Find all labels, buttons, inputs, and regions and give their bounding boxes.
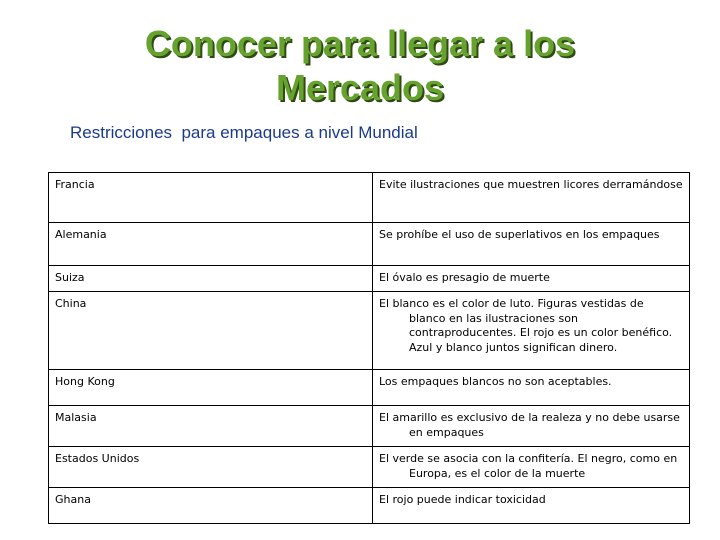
restriction-cell: El verde se asocia con la confitería. El negro, como en Europa, es el color de la muerte (373, 447, 690, 488)
country-cell: Hong Kong (49, 370, 373, 406)
table-row (49, 447, 690, 488)
country-cell: Francia (49, 173, 373, 223)
country-cell: Alemania (49, 223, 373, 266)
table-row (49, 406, 690, 447)
restriction-cell: El rojo puede indicar toxicidad (373, 488, 690, 524)
restriction-cell: Se prohíbe el uso de superlativos en los empaques (373, 223, 690, 266)
country-cell: Estados Unidos (49, 447, 373, 488)
table-row (49, 223, 690, 266)
slide-subtitle: Restricciones para empaques a nivel Mundial (70, 123, 418, 142)
restriction-cell: El blanco es el color de luto. Figuras vestidas de blanco en las ilustraciones son contraproducentes. El rojo es un color benéfico. Azul y blanco juntos significan dinero. (373, 292, 690, 370)
country-cell: Malasia (49, 406, 373, 447)
country-cell: Suiza (49, 266, 373, 292)
table-row (49, 488, 690, 524)
restriction-cell: Evite ilustraciones que muestren licores derramándose (373, 173, 690, 223)
table-row (49, 292, 690, 370)
restrictions-table (48, 172, 690, 524)
table-row (49, 173, 690, 223)
restriction-cell: El óvalo es presagio de muerte (373, 266, 690, 292)
country-cell: China (49, 292, 373, 370)
table-row (49, 370, 690, 406)
slide-title-line-2: Mercados (275, 67, 445, 108)
slide-title-line-1: Conocer para llegar a los (144, 23, 576, 64)
table-row (49, 266, 690, 292)
country-cell: Ghana (49, 488, 373, 524)
slide-title (0, 22, 720, 110)
restriction-cell: El amarillo es exclusivo de la realeza y no debe usarse en empaques (373, 406, 690, 447)
restriction-cell: Los empaques blancos no son aceptables. (373, 370, 690, 406)
